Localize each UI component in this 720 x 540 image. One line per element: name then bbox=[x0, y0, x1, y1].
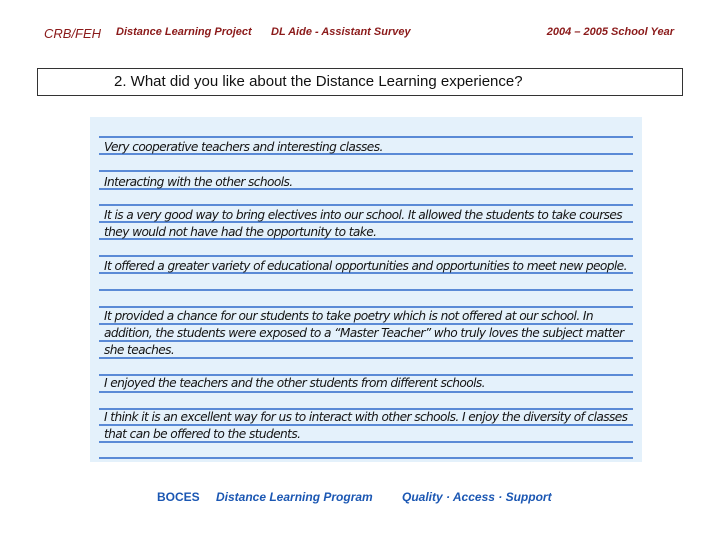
page-footer bbox=[0, 490, 720, 506]
header-school-year: 2004 – 2005 School Year bbox=[546, 26, 674, 38]
answer-item: I enjoyed the teachers and the other students from different schools. bbox=[104, 376, 485, 390]
header-org: CRB/FEH bbox=[44, 26, 102, 41]
ruled-line bbox=[99, 170, 633, 172]
ruled-line bbox=[99, 136, 633, 138]
answer-item: It offered a greater variety of educational opportunities and opportunities to meet new people. bbox=[104, 259, 627, 273]
page-header bbox=[0, 26, 720, 44]
ruled-line bbox=[99, 255, 633, 257]
answer-item: It provided a chance for our students to take poetry which is not offered at our school. In addition, the students were exposed to a “Master Teacher” who truly loves the subject matter she teaches. bbox=[104, 309, 624, 357]
answer-item: It is a very good way to bring electives into our school. It allowed the students to take courses they would not have had the opportunity to take. bbox=[104, 208, 623, 239]
ruled-line bbox=[99, 204, 633, 206]
footer-program: Distance Learning Program bbox=[216, 490, 373, 504]
footer-org: BOCES bbox=[157, 490, 200, 504]
answer-item: Very cooperative teachers and interesting classes. bbox=[104, 140, 383, 154]
header-survey: DL Aide - Assistant Survey bbox=[271, 26, 411, 38]
question-box bbox=[37, 68, 683, 96]
footer-tagline: Quality · Access · Support bbox=[402, 490, 552, 504]
answer-item: I think it is an excellent way for us to interact with other schools. I enjoy the diversity of classes that can be offered to the students. bbox=[104, 410, 628, 441]
ruled-line bbox=[99, 457, 633, 459]
answers-panel bbox=[90, 117, 642, 462]
question-text: 2. What did you like about the Distance Learning experience? bbox=[114, 73, 523, 90]
ruled-line bbox=[99, 289, 633, 291]
header-project: Distance Learning Project bbox=[116, 26, 252, 38]
answer-item: Interacting with the other schools. bbox=[104, 175, 293, 189]
